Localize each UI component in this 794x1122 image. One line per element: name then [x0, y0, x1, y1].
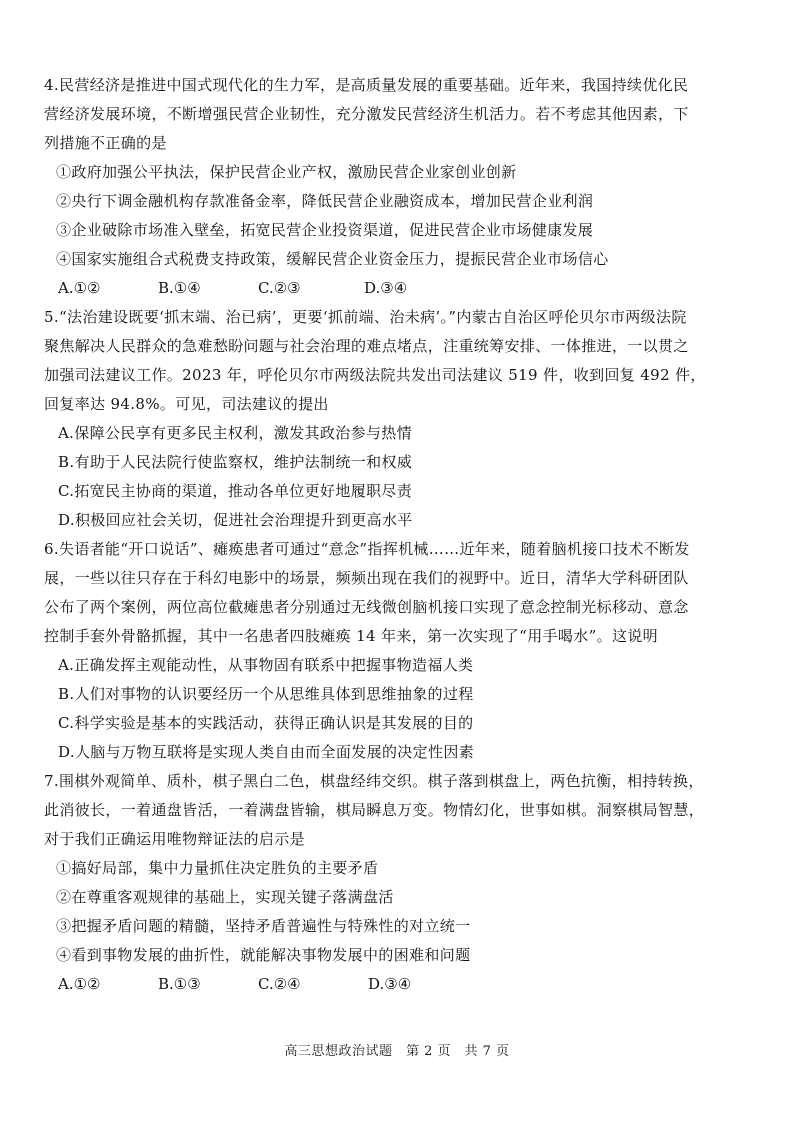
- question-7-option-a: A.①②: [58, 975, 101, 993]
- question-7: [44, 767, 756, 999]
- question-5-stem-line: 聚焦解决人民群众的急难愁盼问题与社会治理的难点堵点，注重统筹安排、一体推进，一以贯之: [44, 337, 689, 355]
- question-7-option-d: D.③④: [368, 975, 412, 993]
- question-4-stem-line: 列措施不正确的是: [44, 134, 167, 152]
- question-6-stem-line: 展，一些以往只存在于科幻电影中的场景，频频出现在我们的视野中。近日，清华大学科研团队: [44, 569, 689, 587]
- question-4-option-b: B.①④: [158, 279, 201, 297]
- question-6-choice-a: A.正确发挥主观能动性，从事物固有联系中把握事物造福人类: [58, 656, 474, 674]
- question-5-stem-line: 加强司法建议工作。2023 年，呼伦贝尔市两级法院共发出司法建议 519 件，收到回复 492 件，: [44, 366, 706, 384]
- question-4-item-4: ④国家实施组合式税费支持政策，缓解民营企业资金压力，提振民营企业市场信心: [56, 250, 609, 268]
- question-6: [44, 535, 756, 767]
- question-5-choice-c: C.拓宽民主协商的渠道，推动各单位更好地履职尽责: [58, 482, 413, 500]
- question-7-item-1: ①搞好局部，集中力量抓住决定胜负的主要矛盾: [56, 859, 379, 877]
- question-7-item-3: ③把握矛盾问题的精髓，坚持矛盾普遍性与特殊性的对立统一: [56, 917, 471, 935]
- question-4-item-1: ①政府加强公平执法，保护民营企业产权，激励民营企业家创业创新: [56, 163, 517, 181]
- question-7-stem-line: 对于我们正确运用唯物辩证法的启示是: [44, 830, 305, 848]
- question-4-item-2: ②央行下调金融机构存款准备金率，降低民营企业融资成本，增加民营企业利润: [56, 192, 594, 210]
- question-7-stem-line: 7.围棋外观简单、质朴，棋子黑白二色，棋盘经纬交织。棋子落到棋盘上，两色抗衡，相持转换，: [44, 772, 704, 790]
- question-4: [44, 71, 756, 303]
- question-7-option-b: B.①③: [158, 975, 201, 993]
- question-7-item-4: ④看到事物发展的曲折性，就能解决事物发展中的困难和问题: [56, 946, 471, 964]
- question-6-stem-line: 控制手套外骨骼抓握，其中一名患者四肢瘫痪 14 年来，第一次实现了“用手喝水”。这说明: [44, 627, 659, 645]
- question-7-option-c: C.②④: [258, 975, 301, 993]
- page-footer: 高三思想政治试题 第 2 页 共 7 页: [284, 1044, 510, 1059]
- question-6-choice-d: D.人脑与万物互联将是实现人类自由而全面发展的决定性因素: [58, 743, 475, 761]
- question-4-option-c: C.②③: [258, 279, 301, 297]
- question-4-item-3: ③企业破除市场准入壁垒，拓宽民营企业投资渠道，促进民营企业市场健康发展: [56, 221, 594, 239]
- question-5: [44, 303, 756, 535]
- question-7-stem-line: 此消彼长，一着通盘皆活，一着满盘皆输，棋局瞬息万变。物情幻化，世事如棋。洞察棋局智慧，: [44, 801, 705, 819]
- question-7-item-2: ②在尊重客观规律的基础上，实现关键子落满盘活: [56, 888, 394, 906]
- question-6-stem-line: 6.失语者能“开口说话”、瘫痪患者可通过“意念”指挥机械……近年来，随着脑机接口技术不断发: [44, 540, 690, 558]
- question-4-options: [44, 274, 756, 303]
- question-4-stem-line: 4.民营经济是推进中国式现代化的生力军，是高质量发展的重要基础。近年来，我国持续优化民: [44, 76, 689, 94]
- question-5-choice-b: B.有助于人民法院行使监察权，维护法制统一和权威: [58, 453, 413, 471]
- question-4-option-a: A.①②: [58, 279, 101, 297]
- question-5-stem-line: 回复率达 94.8%。可见，司法建议的提出: [44, 395, 329, 413]
- question-6-choice-c: C.科学实验是基本的实践活动，获得正确认识是其发展的目的: [58, 714, 474, 732]
- question-5-choice-a: A.保障公民享有更多民主权利，激发其政治参与热情: [58, 424, 413, 442]
- question-4-option-d: D.③④: [364, 279, 408, 297]
- question-7-options: [44, 970, 756, 999]
- question-6-stem-line: 公布了两个案例，两位高位截瘫患者分别通过无线微创脑机接口实现了意念控制光标移动、意念: [44, 598, 689, 616]
- question-5-stem-line: 5.“法治建设既要‘抓末端、治已病’，更要‘抓前端、治未病’。”内蒙古自治区呼伦贝尔市两级法院: [44, 308, 687, 326]
- question-4-stem-line: 营经济发展环境，不断增强民营企业韧性，充分激发民营经济生机活力。若不考虑其他因素，下: [44, 105, 689, 123]
- question-6-choice-b: B.人们对事物的认识要经历一个从思维具体到思维抽象的过程: [58, 685, 474, 703]
- question-5-choice-d: D.积极回应社会关切，促进社会治理提升到更高水平: [58, 511, 413, 529]
